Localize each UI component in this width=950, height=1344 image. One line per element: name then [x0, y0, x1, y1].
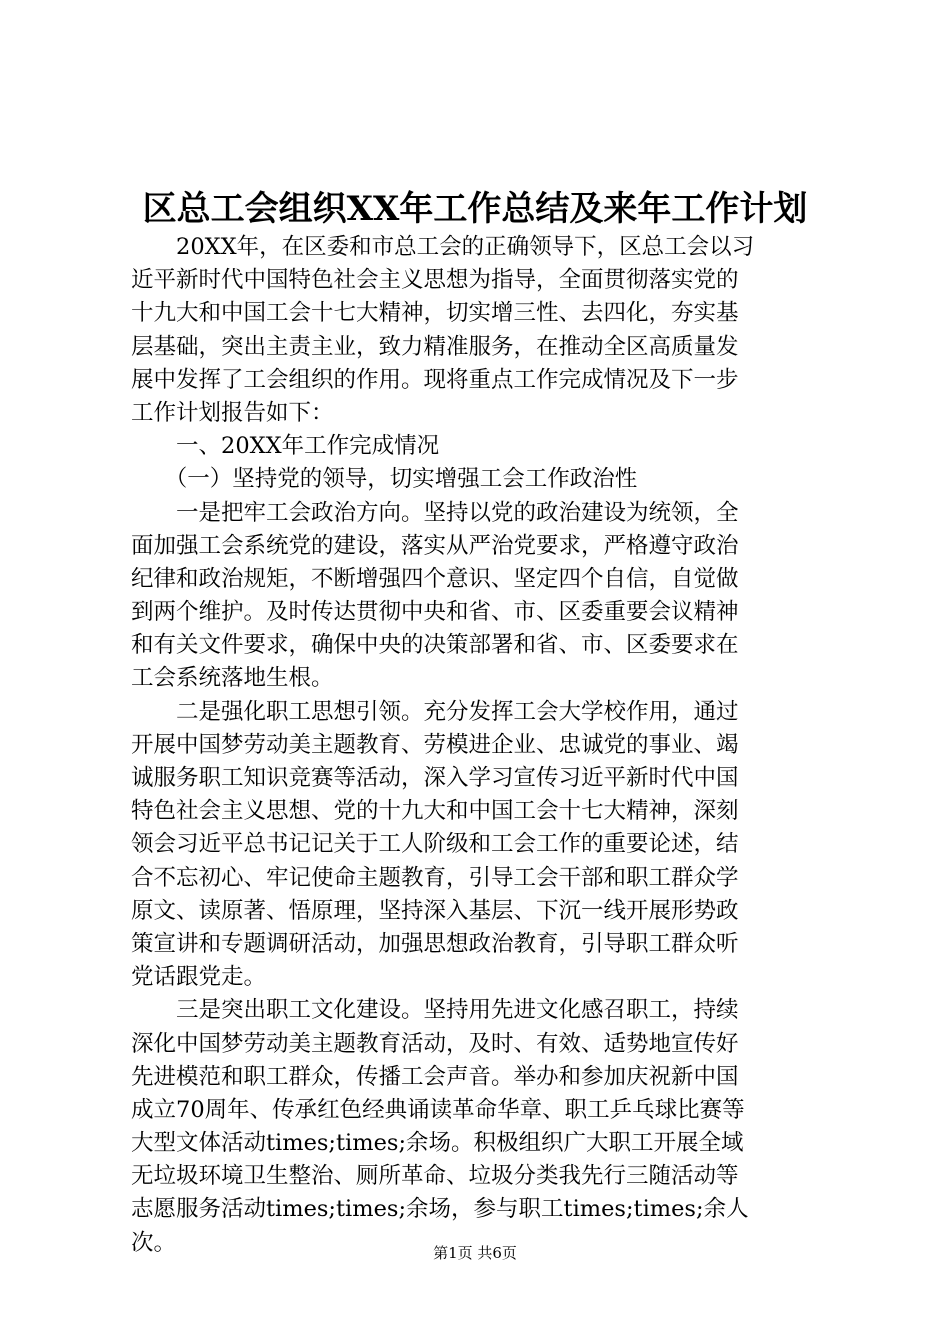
text-line: 面加强工会系统党的建设，落实从严治党要求，严格遵守政治: [131, 532, 739, 559]
text-line: 到两个维护。及时传达贯彻中央和省、市、区委重要会议精神: [131, 599, 739, 626]
text-line: 党话跟党走。: [131, 964, 267, 991]
text-line: 志愿服务活动times;times;余场，参与职工times;times;余人: [131, 1196, 749, 1223]
section-heading: 一、20XX年工作完成情况: [131, 433, 440, 460]
text-line: 成立70周年、传承红色经典诵读革命华章、职工乒乓球比赛等: [131, 1096, 745, 1123]
text-line: 二是强化职工思想引领。充分发挥工会大学校作用，通过: [131, 698, 739, 725]
document-title: 区总工会组织XX年工作总结及来年工作计划: [142, 189, 808, 229]
text-line: 合不忘初心、牢记使命主题教育，引导工会干部和职工群众学: [131, 864, 739, 891]
subsection-heading: （一）坚持党的领导，切实增强工会工作政治性: [131, 466, 638, 493]
text-line: 展中发挥了工会组织的作用。现将重点工作完成情况及下一步: [131, 366, 739, 393]
text-line: 开展中国梦劳动美主题教育、劳模进企业、忠诚党的事业、竭: [131, 731, 739, 758]
text-line: 先进模范和职工群众，传播工会声音。举办和参加庆祝新中国: [131, 1063, 739, 1090]
text-line: 纪律和政治规矩，不断增强四个意识、坚定四个自信，自觉做: [131, 565, 739, 592]
text-line: 工作计划报告如下：: [131, 399, 334, 426]
text-line: 次。: [131, 1229, 177, 1256]
document-body: [131, 231, 831, 1260]
text-line: 层基础，突出主责主业，致力精准服务，在推动全区高质量发: [131, 333, 739, 360]
text-line: 近平新时代中国特色社会主义思想为指导，全面贯彻落实党的: [131, 267, 739, 294]
text-line: 诚服务职工知识竞赛等活动，深入学习宣传习近平新时代中国: [131, 765, 739, 791]
text-line: 原文、读原著、悟原理，坚持深入基层、下沉一线开展形势政: [131, 897, 739, 924]
text-line: 无垃圾环境卫生整治、厕所革命、垃圾分类我先行三随活动等: [131, 1163, 739, 1190]
page-footer: 第1页 共6页: [433, 1244, 517, 1262]
text-line: 和有关文件要求，确保中央的决策部署和省、市、区委要求在: [131, 632, 739, 659]
text-line: 领会习近平总书记记关于工人阶级和工会工作的重要论述，结: [131, 831, 739, 858]
text-line: 深化中国梦劳动美主题教育活动，及时、有效、适势地宣传好: [131, 1030, 739, 1057]
text-line: 策宣讲和专题调研活动，加强思想政治教育，引导职工群众听: [131, 930, 739, 957]
text-line: 一是把牢工会政治方向。坚持以党的政治建设为统领，全: [131, 499, 739, 526]
text-line: 大型文体活动times;times;余场。积极组织广大职工开展全域: [131, 1130, 744, 1157]
text-line: 特色社会主义思想、党的十九大和中国工会十七大精神，深刻: [131, 798, 739, 825]
text-line: 十九大和中国工会十七大精神，切实增三性、去四化，夯实基: [131, 300, 739, 327]
text-line: 20XX年，在区委和市总工会的正确领导下，区总工会以习: [131, 234, 755, 260]
text-line: 三是突出职工文化建设。坚持用先进文化感召职工，持续: [131, 997, 739, 1024]
text-line: 工会系统落地生根。: [131, 665, 334, 692]
